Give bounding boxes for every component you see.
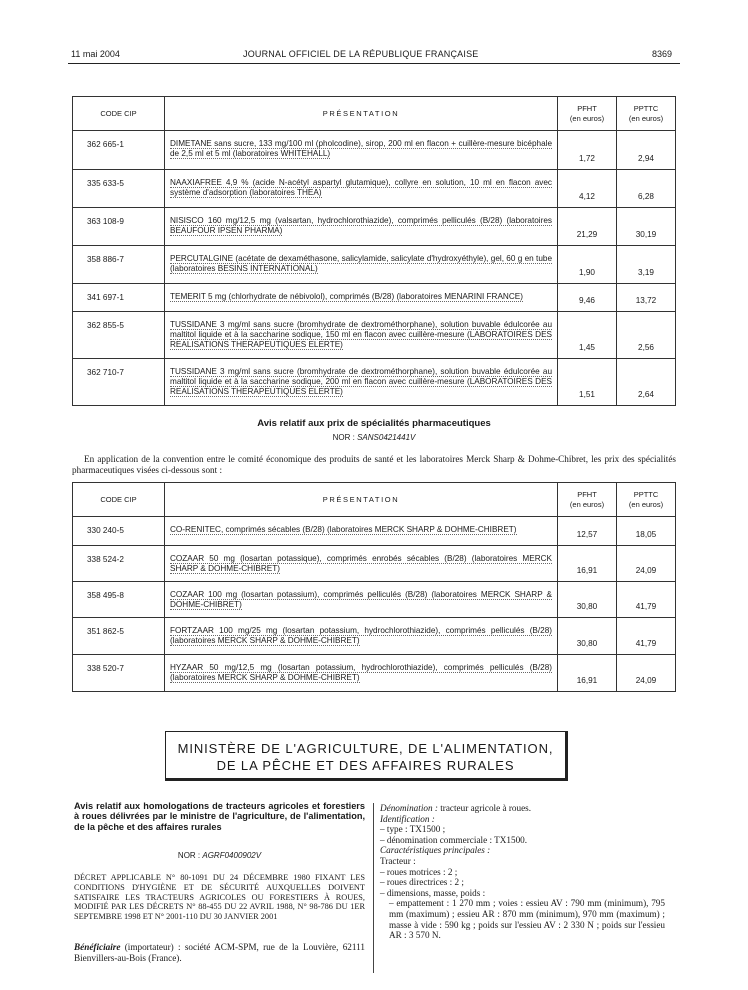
presentation-text bbox=[165, 359, 558, 406]
col-header-pfht bbox=[558, 97, 617, 131]
pfht-unit: (en euros) bbox=[569, 113, 605, 123]
presentation-text bbox=[165, 131, 558, 170]
beneficiaire-text: (importateur) : société ACM-SPM, rue de la Louvière, 62111 Bienvillers-au-Bois (France). bbox=[74, 942, 365, 963]
table-row bbox=[73, 246, 676, 284]
pfht-value: 9,46 bbox=[558, 284, 617, 312]
steering-wheels-line: – roues directrices : 2 ; bbox=[380, 877, 464, 888]
ministry-line-2: DE LA PÊCHE ET DES AFFAIRES RURALES bbox=[216, 758, 515, 773]
table-row bbox=[73, 170, 676, 208]
pfht-value: 30,80 bbox=[558, 618, 617, 655]
presentation-text bbox=[165, 546, 558, 582]
ppttc-value: 6,28 bbox=[617, 170, 676, 208]
presentation-text bbox=[165, 284, 558, 312]
presentation-text bbox=[165, 246, 558, 284]
ppttc-value: 2,94 bbox=[617, 131, 676, 170]
description: TUSSIDANE 3 mg/ml sans sucre (bromhydrate de dextrométhorphane), solution buvable édulcorée au maltitol liquide et à la saccharine sodique, 200 ml en flacon avec cuillère-mesure (LABORATOIRES DES REALISATIONS THERAPEUTIQUES ELERTE) bbox=[170, 367, 552, 396]
nor-label: NOR : bbox=[177, 851, 203, 860]
cip-code: 341 697-1 bbox=[73, 284, 165, 312]
ppttc-value: 13,72 bbox=[617, 284, 676, 312]
cip-code: 338 520-7 bbox=[73, 655, 165, 692]
ppttc-value: 41,79 bbox=[617, 582, 676, 618]
beneficiaire-paragraph bbox=[74, 942, 365, 964]
nor-code: SANS0421441V bbox=[357, 433, 416, 442]
driving-wheels-line: – roues motrices : 2 ; bbox=[380, 866, 458, 877]
pfht-value: 1,72 bbox=[558, 131, 617, 170]
description: PERCUTALGINE (acétate de dexaméthasone, salicylamide, salicylate d'hydroxyéthyle), gel, 60 g en tube (laboratoires BESINS INTERNATIONAL) bbox=[170, 254, 552, 273]
table-row bbox=[73, 517, 676, 546]
cip-code: 335 633-5 bbox=[73, 170, 165, 208]
decret-reference: DÉCRET APPLICABLE N° 80-1091 DU 24 DÉCEMBRE 1980 FIXANT LES CONDITIONS D'HYGIÈNE ET DE SÉCURITÉ AUXQUELLES DOIVENT SATISFAIRE LES TRACTEURS AGRICOLES OU FORESTIERS À ROUES, MODIFIÉ PAR LES DÉCRETS N° 88-455 DU 22 AVRIL 1988, N° 98-786 DU 1ER SEPTEMBRE 1998 ET N° 2001-110 DU 30 JANVIER 2001 bbox=[74, 873, 365, 922]
table-row bbox=[73, 284, 676, 312]
header-date: 11 mai 2004 bbox=[71, 49, 120, 59]
ppttc-label: PPTTC bbox=[633, 489, 659, 499]
ministry-heading-box bbox=[165, 731, 568, 781]
col-header-presentation: PRÉSENTATION bbox=[165, 97, 558, 131]
table-row bbox=[73, 618, 676, 655]
table-row bbox=[73, 208, 676, 246]
pfht-value: 1,90 bbox=[558, 246, 617, 284]
cip-code: 362 710-7 bbox=[73, 359, 165, 406]
table-row bbox=[73, 131, 676, 170]
nor-code: AGRF0400902V bbox=[202, 851, 262, 860]
right-column bbox=[380, 803, 665, 941]
presentation-text bbox=[165, 208, 558, 246]
table-row bbox=[73, 312, 676, 359]
ppttc-label: PPTTC bbox=[633, 103, 659, 113]
ppttc-value: 41,79 bbox=[617, 618, 676, 655]
price-table-1 bbox=[72, 96, 676, 406]
presentation-text bbox=[165, 517, 558, 546]
nor-label: NOR : bbox=[332, 433, 358, 442]
column-divider bbox=[373, 803, 374, 973]
cip-code: 358 886-7 bbox=[73, 246, 165, 284]
pfht-value: 30,80 bbox=[558, 582, 617, 618]
presentation-text bbox=[165, 312, 558, 359]
table-row bbox=[73, 359, 676, 406]
price-table-2 bbox=[72, 482, 676, 692]
avis-prix-title: Avis relatif aux prix de spécialités pharmaceutiques bbox=[257, 418, 491, 429]
presentation-text bbox=[165, 618, 558, 655]
cip-code: 363 108-9 bbox=[73, 208, 165, 246]
cip-code: 330 240-5 bbox=[73, 517, 165, 546]
pfht-label: PFHT bbox=[577, 489, 597, 499]
cip-code: 362 855-5 bbox=[73, 312, 165, 359]
description: FORTZAAR 100 mg/25 mg (losartan potassium, hydrochlorothiazide), comprimés pelliculés (B/28) (laboratoires MERCK SHARP & DOHME-CHIBRET) bbox=[170, 626, 552, 645]
table-row bbox=[73, 655, 676, 692]
identification-label: Identification : bbox=[380, 813, 435, 824]
nor-reference-2 bbox=[74, 851, 365, 860]
pfht-value: 4,12 bbox=[558, 170, 617, 208]
presentation-text bbox=[165, 582, 558, 618]
pfht-value: 12,57 bbox=[558, 517, 617, 546]
pfht-label: PFHT bbox=[577, 103, 597, 113]
nor-reference-1 bbox=[72, 433, 676, 442]
dimensions-line: – dimensions, masse, poids : bbox=[380, 887, 486, 898]
description: NISISCO 160 mg/12,5 mg (valsartan, hydrochlorothiazide), comprimés pelliculés (B/28) (laboratoires BEAUFOUR IPSEN PHARMA) bbox=[170, 216, 552, 235]
col-header-ppttc bbox=[617, 97, 676, 131]
pfht-value: 1,45 bbox=[558, 312, 617, 359]
page-number: 8369 bbox=[652, 49, 673, 59]
beneficiaire-label: Bénéficiaire bbox=[74, 942, 121, 952]
tracteur-label: Tracteur : bbox=[380, 855, 416, 866]
cip-code: 358 495-8 bbox=[73, 582, 165, 618]
description: COZAAR 50 mg (losartan potassique), comprimés enrobés sécables (B/28) (laboratoires MERCK SHARP & DOHME-CHIBRET) bbox=[170, 554, 552, 573]
pfht-value: 16,91 bbox=[558, 546, 617, 582]
col-header-presentation: PRÉSENTATION bbox=[165, 483, 558, 517]
ppttc-value: 2,56 bbox=[617, 312, 676, 359]
ppttc-value: 24,09 bbox=[617, 546, 676, 582]
avis-intro-paragraph: En application de la convention entre le comité économique des produits de santé et les laboratoires Merck Sharp & Dohme-Chibret, les prix des spécialités pharmaceutiques visées ci-dessous sont : bbox=[72, 454, 676, 475]
col-header-code: CODE CIP bbox=[73, 483, 165, 517]
description: DIMETANE sans sucre, 133 mg/100 ml (pholcodine), sirop, 200 ml en flacon + cuillère-mesure bicéphale de 2,5 ml et 5 ml (laboratoires WHITEHALL) bbox=[170, 139, 552, 158]
table-row bbox=[73, 546, 676, 582]
ppttc-value: 30,19 bbox=[617, 208, 676, 246]
pfht-unit: (en euros) bbox=[569, 499, 605, 509]
table-row bbox=[73, 582, 676, 618]
col-header-pfht bbox=[558, 483, 617, 517]
type-line: – type : TX1500 ; bbox=[380, 824, 446, 835]
col-header-code: CODE CIP bbox=[73, 97, 165, 131]
journal-title: JOURNAL OFFICIEL DE LA RÉPUBLIQUE FRANÇAISE bbox=[243, 49, 479, 59]
presentation-text bbox=[165, 170, 558, 208]
cip-code: 362 665-1 bbox=[73, 131, 165, 170]
header-rule bbox=[68, 63, 680, 64]
ppttc-value: 2,64 bbox=[617, 359, 676, 406]
pfht-value: 1,51 bbox=[558, 359, 617, 406]
presentation-text bbox=[165, 655, 558, 692]
cip-code: 338 524-2 bbox=[73, 546, 165, 582]
col-header-ppttc bbox=[617, 483, 676, 517]
cip-code: 351 862-5 bbox=[73, 618, 165, 655]
pfht-value: 21,29 bbox=[558, 208, 617, 246]
denomination-text: tracteur agricole à roues. bbox=[437, 803, 532, 813]
description: CO-RENITEC, comprimés sécables (B/28) (laboratoires MERCK SHARP & DOHME-CHIBRET) bbox=[170, 525, 517, 534]
ppttc-value: 18,05 bbox=[617, 517, 676, 546]
characteristics-label: Caractéristiques principales : bbox=[380, 845, 491, 856]
description: NAAXIAFREE 4,9 % (acide N-acétyl aspartyl glutamique), collyre en solution, 10 ml en flacon avec système d'adsorption (laboratoires THEA) bbox=[170, 178, 552, 197]
denomination-line bbox=[380, 803, 665, 814]
ppttc-value: 3,19 bbox=[617, 246, 676, 284]
ppttc-unit: (en euros) bbox=[628, 113, 664, 123]
homologation-avis-title: Avis relatif aux homologations de tracteurs agricoles et forestiers à roues délivrées par le ministre de l'agriculture, de l'alimentation, de la pêche et des affaires rurales bbox=[74, 801, 365, 832]
description: TEMERIT 5 mg (chlorhydrate de nébivolol), comprimés (B/28) (laboratoires MENARINI FRANCE) bbox=[170, 292, 523, 301]
pfht-value: 16,91 bbox=[558, 655, 617, 692]
commercial-name-line: – dénomination commerciale : TX1500. bbox=[380, 834, 528, 845]
denomination-label: Dénomination : bbox=[380, 803, 438, 813]
ppttc-unit: (en euros) bbox=[628, 499, 664, 509]
ministry-line-1: MINISTÈRE DE L'AGRICULTURE, DE L'ALIMENTATION, bbox=[177, 741, 554, 756]
description: COZAAR 100 mg (losartan potassium), comprimés pelliculés (B/28) (laboratoires MERCK SHARP & DOHME-CHIBRET) bbox=[170, 590, 552, 609]
description: HYZAAR 50 mg/12,5 mg (losartan potassium, hydrochlorothiazide), comprimés pelliculés (B/28) (laboratoires MERCK SHARP & DOHME-CHIBRET) bbox=[170, 663, 552, 682]
empattement-paragraph: – empattement : 1 270 mm ; voies : essieu AV : 790 mm (minimum), 795 mm (maximum) ; essieu AR : 870 mm (minimum), 970 mm (maximum) ; masse à vide : 590 kg ; poids sur l'essieu AV : 2 330 N ; poids sur l'essieu AR : 3 570 N. bbox=[389, 898, 665, 941]
description: TUSSIDANE 3 mg/ml sans sucre (bromhydrate de dextrométhorphane), solution buvable édulcorée au maltitol liquide et à la saccharine sodique, 150 ml en flacon avec cuillère-mesure (LABORATOIRES DES REALISATIONS THERAPEUTIQUES ELERTE) bbox=[170, 320, 552, 349]
ppttc-value: 24,09 bbox=[617, 655, 676, 692]
